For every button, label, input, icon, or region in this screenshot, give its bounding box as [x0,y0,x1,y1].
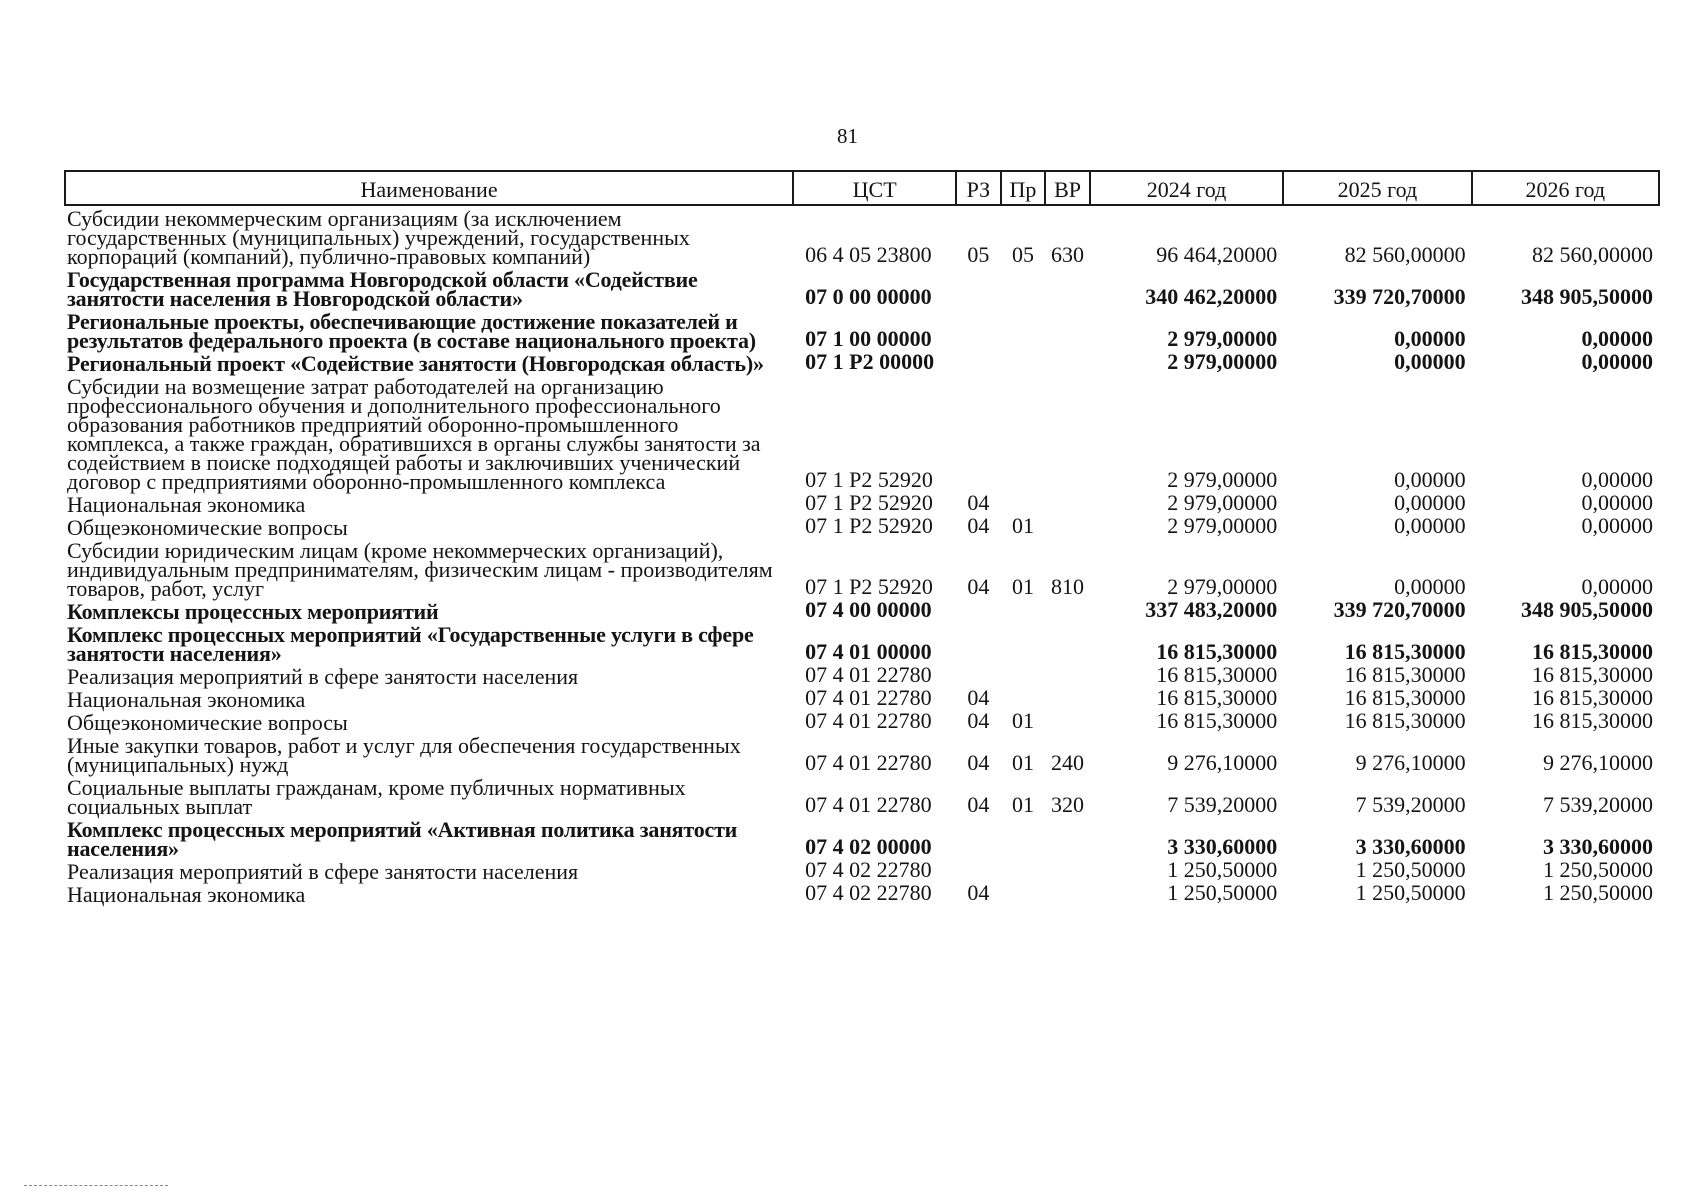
header-2024: 2024 год [1090,171,1283,205]
cell-rz [956,599,1001,622]
table-row [65,859,1659,882]
cell-cst: 07 4 02 00000 [805,834,932,859]
cell-y2025: 7 539,20000 [1355,792,1466,817]
cell-rz [956,817,1001,859]
cell-name: Комплексы процессных мероприятий [67,599,439,624]
cell-rz: 04 [967,513,990,538]
cell-y2025: 82 560,00000 [1344,242,1466,267]
cell-y2024: 2 979,00000 [1167,349,1278,374]
cell-y2024: 1 250,50000 [1167,857,1278,882]
cell-cst: 07 4 01 00000 [805,639,932,664]
cell-name: Социальные выплаты гражданам, кроме публичных нормативных социальных выплат [67,775,686,819]
cell-name: Государственная программа Новгородской области «Содействие занятости населения в Новгородской области» [67,267,698,311]
cell-cst: 06 4 05 23800 [805,242,932,267]
cell-y2025: 0,00000 [1394,490,1466,515]
cell-name: Региональный проект «Содействие занятости (Новгородская область)» [67,351,764,376]
cell-name: Общеэкономические вопросы [67,515,348,540]
header-name: Наименование [65,171,793,205]
cell-y2024: 337 483,20000 [1145,597,1278,622]
cell-pr [1001,882,1046,905]
cell-cst: 07 4 00 00000 [805,597,932,622]
cell-y2025: 16 815,30000 [1344,662,1466,687]
cell-rz: 04 [967,792,990,817]
cell-pr: 01 [1011,750,1034,775]
cell-y2024: 7 539,20000 [1167,792,1278,817]
cell-pr [1001,622,1046,664]
cell-vr [1045,515,1090,538]
cell-y2024: 1 250,50000 [1167,880,1278,905]
cell-pr [1001,817,1046,859]
cell-y2024: 3 330,60000 [1167,834,1278,859]
cell-pr [1001,351,1046,374]
cell-vr [1045,267,1090,309]
cell-name: Региональные проекты, обеспечивающие достижение показателей и результатов федерального проекта (в составе национального проекта) [67,309,756,353]
cell-y2025: 1 250,50000 [1355,857,1466,882]
cell-rz: 04 [967,685,990,710]
table-row [65,267,1659,309]
cell-cst: 07 4 01 22780 [805,792,932,817]
cell-name: Комплекс процессных мероприятий «Государственные услуги в сфере занятости населения» [67,622,754,666]
cell-vr [1045,599,1090,622]
cell-rz [956,374,1001,492]
cell-y2026: 9 276,10000 [1543,750,1653,775]
header-pr: Пр [1001,171,1046,205]
cell-name: Реализация мероприятий в сфере занятости населения [67,859,579,884]
cell-pr: 01 [1011,513,1034,538]
table-row [65,882,1659,905]
table-body [65,205,1659,905]
table-row [65,492,1659,515]
cell-cst: 07 1 Р2 52920 [805,467,933,492]
cell-vr [1045,859,1090,882]
header-vr: ВР [1045,171,1090,205]
cell-y2025: 339 720,70000 [1333,597,1466,622]
cell-y2024: 16 815,30000 [1156,662,1278,687]
footer-rule [24,1185,168,1186]
cell-name: Субсидии некоммерческим организациям (за исключением государственных (муниципальных) учреждений, государственных корпораций (компаний), публично-правовых компаний) [67,206,690,269]
cell-pr [1001,687,1046,710]
cell-y2026: 348 905,50000 [1521,284,1653,309]
table-row [65,775,1659,817]
cell-y2026: 7 539,20000 [1543,792,1653,817]
cell-y2026: 348 905,50000 [1521,597,1653,622]
cell-pr [1001,492,1046,515]
cell-rz: 04 [967,880,990,905]
cell-name: Национальная экономика [67,492,306,517]
cell-y2025: 0,00000 [1394,349,1466,374]
cell-y2024: 16 815,30000 [1156,639,1278,664]
cell-rz [956,351,1001,374]
cell-vr: 240 [1051,750,1085,775]
cell-y2024: 96 464,20000 [1156,242,1278,267]
cell-pr: 01 [1011,708,1034,733]
table-row [65,622,1659,664]
cell-vr: 320 [1051,792,1085,817]
cell-cst: 07 4 01 22780 [805,685,932,710]
cell-y2025: 0,00000 [1394,574,1466,599]
cell-name: Национальная экономика [67,687,306,712]
cell-rz [956,267,1001,309]
cell-y2024: 2 979,00000 [1167,326,1278,351]
cell-y2026: 3 330,60000 [1543,834,1653,859]
cell-y2026: 0,00000 [1581,574,1653,599]
cell-y2024: 2 979,00000 [1167,490,1278,515]
cell-y2026: 1 250,50000 [1543,880,1653,905]
cell-name: Иные закупки товаров, работ и услуг для обеспечения государственных (муниципальных) нужд [67,733,741,777]
cell-y2026: 16 815,30000 [1532,708,1653,733]
cell-y2024: 2 979,00000 [1167,574,1278,599]
cell-vr [1045,664,1090,687]
cell-vr [1045,687,1090,710]
cell-cst: 07 4 02 22780 [805,880,932,905]
cell-y2025: 16 815,30000 [1344,685,1466,710]
cell-y2025: 0,00000 [1394,513,1466,538]
budget-table [64,170,1660,905]
cell-vr [1045,710,1090,733]
cell-rz [956,664,1001,687]
cell-cst: 07 1 00 00000 [805,326,932,351]
cell-rz: 04 [967,574,990,599]
table-row [65,664,1659,687]
cell-y2026: 16 815,30000 [1532,662,1653,687]
cell-vr [1045,492,1090,515]
header-2026: 2026 год [1472,171,1659,205]
cell-pr: 01 [1011,574,1034,599]
cell-y2026: 0,00000 [1581,490,1653,515]
cell-pr [1001,309,1046,351]
cell-y2025: 9 276,10000 [1355,750,1466,775]
cell-rz [956,859,1001,882]
cell-pr [1001,599,1046,622]
cell-vr: 810 [1051,574,1085,599]
cell-name: Субсидии на возмещение затрат работодателей на организацию профессионального обучения и дополнительного профессионального образования работников предприятий оборонно-промышленного комплекса, а также граждан, обратившихся в органы службы занятости за содействием в поиске подходящей работы и заключивших ученический договор с предприятиями оборонно-промышленного комплекса [67,374,761,494]
cell-vr [1045,309,1090,351]
cell-y2026: 0,00000 [1581,513,1653,538]
table-row [65,687,1659,710]
table-row [65,733,1659,775]
table-row [65,710,1659,733]
table-row [65,515,1659,538]
cell-y2024: 2 979,00000 [1167,467,1278,492]
cell-y2025: 16 815,30000 [1344,708,1466,733]
cell-y2024: 340 462,20000 [1145,284,1278,309]
cell-y2026: 0,00000 [1581,349,1653,374]
cell-y2026: 0,00000 [1581,326,1653,351]
cell-y2026: 1 250,50000 [1543,857,1653,882]
cell-rz: 05 [967,242,990,267]
table-header-row [65,171,1659,205]
cell-name: Национальная экономика [67,882,306,907]
table-row [65,817,1659,859]
header-cst: ЦСТ [793,171,956,205]
cell-pr: 01 [1011,792,1034,817]
cell-y2024: 2 979,00000 [1167,513,1278,538]
cell-pr [1001,859,1046,882]
cell-cst: 07 1 Р2 52920 [805,574,933,599]
header-rz: РЗ [956,171,1001,205]
cell-rz [956,309,1001,351]
cell-y2026: 16 815,30000 [1532,639,1653,664]
cell-cst: 07 0 00 00000 [805,284,932,309]
cell-rz: 04 [967,708,990,733]
cell-pr [1001,664,1046,687]
table-row [65,374,1659,492]
header-2025: 2025 год [1283,171,1471,205]
cell-vr [1045,374,1090,492]
cell-cst: 07 4 01 22780 [805,708,932,733]
cell-cst: 07 4 01 22780 [805,662,932,687]
cell-y2024: 16 815,30000 [1156,708,1278,733]
cell-y2026: 0,00000 [1581,467,1653,492]
cell-cst: 07 1 Р2 52920 [805,513,933,538]
cell-vr [1045,817,1090,859]
cell-vr: 630 [1051,242,1085,267]
cell-y2024: 9 276,10000 [1167,750,1278,775]
cell-y2025: 0,00000 [1394,326,1466,351]
table-row [65,599,1659,622]
cell-cst: 07 4 01 22780 [805,750,932,775]
cell-name: Комплекс процессных мероприятий «Активная политика занятости населения» [67,817,738,861]
cell-vr [1045,351,1090,374]
cell-rz: 04 [967,750,990,775]
table-row [65,309,1659,351]
cell-vr [1045,882,1090,905]
cell-y2026: 16 815,30000 [1532,685,1653,710]
cell-cst: 07 4 02 22780 [805,857,932,882]
cell-cst: 07 1 Р2 52920 [805,490,933,515]
cell-vr [1045,622,1090,664]
cell-name: Реализация мероприятий в сфере занятости населения [67,664,579,689]
cell-y2025: 339 720,70000 [1333,284,1466,309]
cell-pr [1001,374,1046,492]
cell-y2025: 0,00000 [1394,467,1466,492]
cell-cst: 07 1 Р2 00000 [805,349,935,374]
page-number: 81 [837,124,858,148]
cell-y2025: 16 815,30000 [1344,639,1466,664]
table-row [65,205,1659,267]
cell-y2025: 3 330,60000 [1355,834,1466,859]
cell-y2024: 16 815,30000 [1156,685,1278,710]
cell-pr: 05 [1011,242,1034,267]
cell-pr [1001,267,1046,309]
cell-rz [956,622,1001,664]
table-row [65,351,1659,374]
cell-rz: 04 [967,490,990,515]
cell-y2026: 82 560,00000 [1532,242,1653,267]
table-row [65,538,1659,599]
cell-name: Субсидии юридическим лицам (кроме некоммерческих организаций), индивидуальным предпринимателям, физическим лицам - производителям товаров, работ, услуг [67,538,773,601]
cell-name: Общеэкономические вопросы [67,710,348,735]
cell-y2025: 1 250,50000 [1355,880,1466,905]
